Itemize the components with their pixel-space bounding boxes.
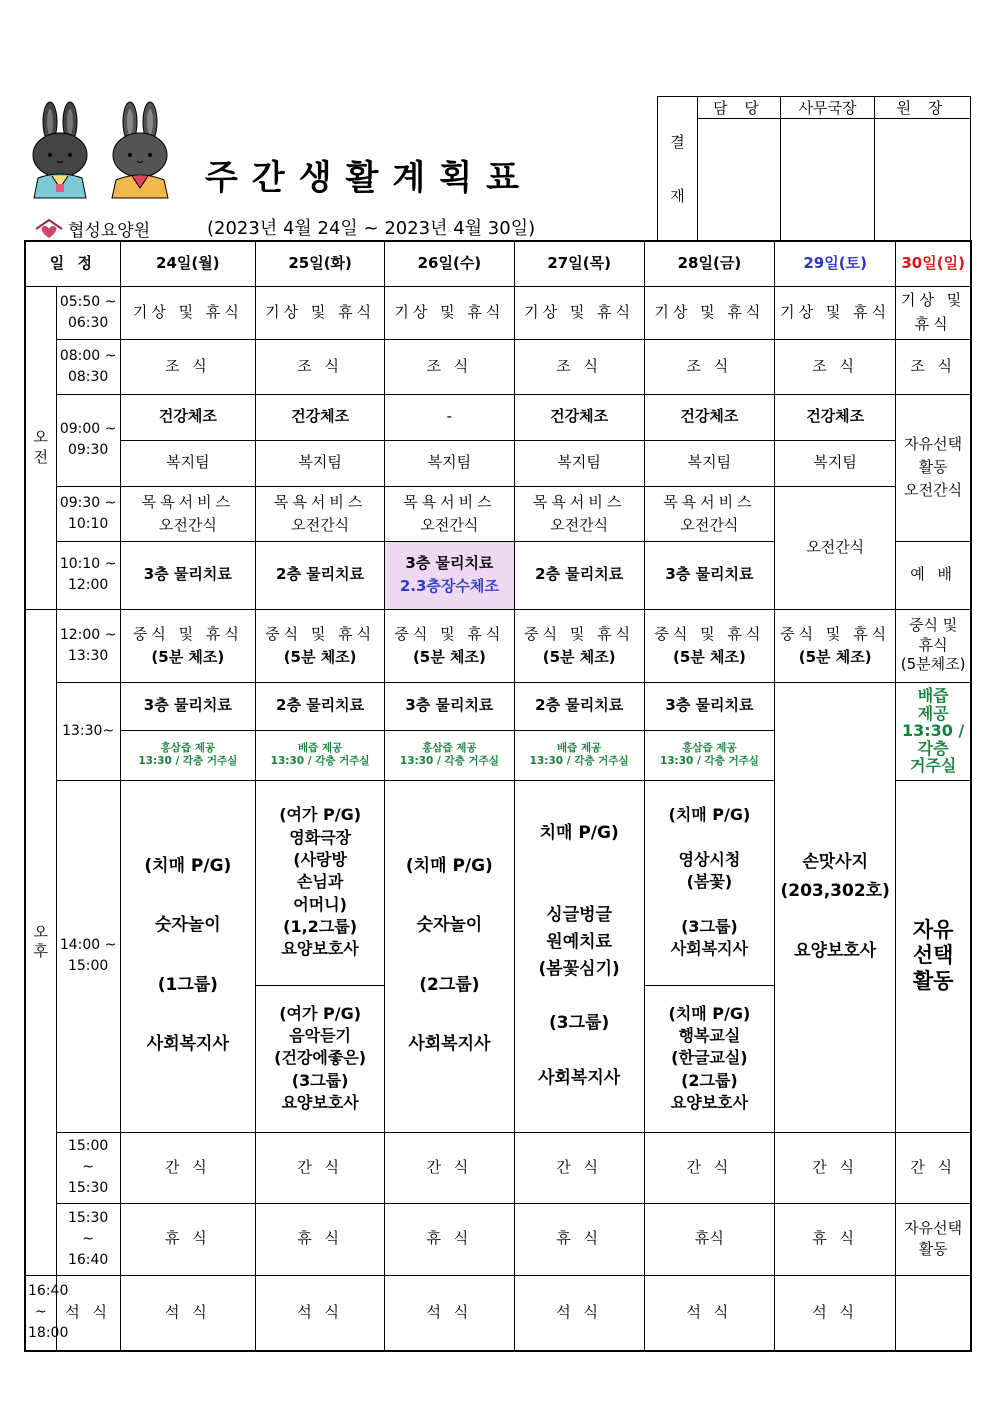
approval-col-manager: 담 당 bbox=[698, 97, 781, 119]
activity-welfare-team: 복지팀 bbox=[514, 440, 644, 486]
schedule-table bbox=[24, 240, 972, 1352]
time-slot: 12:00 ~ 13:30 bbox=[56, 609, 120, 682]
activity-breakfast: 조 식 bbox=[120, 339, 255, 394]
period-am: 오 전 bbox=[25, 286, 56, 609]
row-dinner bbox=[25, 1275, 971, 1351]
activity-welfare-team: 복지팀 bbox=[644, 440, 774, 486]
approval-col-secretary: 사무국장 bbox=[781, 97, 875, 119]
activity-breakfast: 조 식 bbox=[514, 339, 644, 394]
activity-snack: 간 식 bbox=[385, 1132, 514, 1203]
day-thu: 27일(목) bbox=[514, 241, 644, 286]
activity-breakfast: 조 식 bbox=[775, 339, 896, 394]
activity-breakfast: 조 식 bbox=[255, 339, 384, 394]
activity-fri-programs bbox=[644, 780, 774, 1132]
day-sat: 29일(토) bbox=[775, 241, 896, 286]
approval-sign-manager[interactable] bbox=[698, 119, 781, 242]
activity-dinner: 석 식 bbox=[255, 1275, 384, 1351]
time-slot: 13:30~ bbox=[56, 682, 120, 780]
activity-snack: 간 식 bbox=[255, 1132, 384, 1203]
activity-wake: 기상 및 휴식 bbox=[775, 286, 896, 339]
day-wed: 26일(수) bbox=[385, 241, 514, 286]
activity-dinner: 석 식 bbox=[775, 1275, 896, 1351]
activity-dinner: 석 식 bbox=[56, 1275, 120, 1351]
row-bath bbox=[25, 486, 971, 541]
activity-rest: 휴 식 bbox=[775, 1203, 896, 1275]
activity-lunch: 중식 및 휴식 (5분 체조) bbox=[255, 609, 384, 682]
activity-rest: 휴 식 bbox=[514, 1203, 644, 1275]
activity-physio: 3층 물리치료 bbox=[385, 682, 514, 730]
day-tue: 25일(화) bbox=[255, 241, 384, 286]
activity-physio: 2층 물리치료 bbox=[255, 541, 384, 609]
activity-bath: 목욕서비스 오전간식 bbox=[514, 486, 644, 541]
activity-lunch: 중식 및 휴식 (5분 체조) bbox=[644, 609, 774, 682]
activity-welfare-team: 복지팀 bbox=[255, 440, 384, 486]
approval-sign-director[interactable] bbox=[875, 119, 971, 242]
activity-wake: 기상 및 휴식 bbox=[385, 286, 514, 339]
org-name: 협성요양원 bbox=[68, 221, 151, 241]
activity-physio: 2층 물리치료 bbox=[255, 682, 384, 730]
activity-none: - bbox=[385, 394, 514, 440]
activity-juice: 홍삼즙 제공 13:30 / 각층 거주실 bbox=[644, 730, 774, 780]
activity-dinner: 석 식 bbox=[514, 1275, 644, 1351]
activity-physio-exercise: 3층 물리치료 2.3층장수체조 bbox=[385, 541, 514, 609]
activity-exercise: 건강체조 bbox=[775, 394, 896, 440]
row-physio-pm bbox=[25, 682, 971, 730]
activity-bath: 목욕서비스 오전간식 bbox=[385, 486, 514, 541]
activity-rest: 휴식 bbox=[644, 1203, 774, 1275]
activity-juice: 홍삼즙 제공 13:30 / 각층 거주실 bbox=[120, 730, 255, 780]
activity-leisure-program: (여가 P/G) 음악듣기 (건강에좋은) (3그룹) 요양보호사 bbox=[274, 1003, 367, 1113]
activity-physio: 3층 물리치료 bbox=[644, 541, 774, 609]
time-slot: 15:00 ~ 15:30 bbox=[56, 1132, 120, 1203]
activity-physio: 3층 물리치료 bbox=[120, 682, 255, 730]
rabbit-mascot-icon bbox=[110, 100, 172, 200]
approval-box bbox=[657, 96, 971, 242]
activity-physio: 2층 물리치료 bbox=[514, 541, 644, 609]
activity-dementia-program: (치매 P/G) 영상시청 (봄꽃) (3그룹) 사회복지사 bbox=[645, 781, 774, 986]
activity-snack: 간 식 bbox=[775, 1132, 896, 1203]
header-row bbox=[25, 241, 971, 286]
activity-bath: 목욕서비스 오전간식 bbox=[120, 486, 255, 541]
activity-breakfast: 조 식 bbox=[385, 339, 514, 394]
heart-house-icon bbox=[34, 218, 64, 240]
row-exercise bbox=[25, 394, 971, 440]
row-welfare bbox=[25, 440, 971, 486]
activity-exercise: 건강체조 bbox=[514, 394, 644, 440]
activity-wake: 기상 및 휴식 bbox=[120, 286, 255, 339]
activity-breakfast: 조 식 bbox=[896, 339, 971, 394]
approval-col-director: 원 장 bbox=[875, 97, 971, 119]
time-slot: 05:50 ~ 06:30 bbox=[56, 286, 120, 339]
activity-dementia-program: (치매 P/G) 숫자놀이 (2그룹) 사회복지사 bbox=[385, 780, 514, 1132]
row-snack bbox=[25, 1132, 971, 1203]
activity-bath: 목욕서비스 오전간식 bbox=[644, 486, 774, 541]
time-slot: 16:40 ~ 18:00 bbox=[25, 1275, 56, 1351]
activity-worship: 예 배 bbox=[896, 541, 971, 609]
activity-free-choice: 자유 선택 활동 bbox=[896, 780, 971, 1132]
activity-dementia-program: (치매 P/G) 숫자놀이 (1그룹) 사회복지사 bbox=[120, 780, 255, 1132]
activity-wake: 기상 및 휴식 bbox=[514, 286, 644, 339]
page-title: 주간생활계획표 bbox=[205, 158, 533, 198]
row-rest bbox=[25, 1203, 971, 1275]
activity-lunch: 중식 및 휴식 (5분체조) bbox=[896, 609, 971, 682]
activity-snack: 간 식 bbox=[896, 1132, 971, 1203]
period-pm: 오 후 bbox=[25, 609, 56, 1275]
activity-welfare-team: 복지팀 bbox=[775, 440, 896, 486]
org-logo bbox=[34, 216, 150, 241]
activity-lunch: 중식 및 휴식 (5분 체조) bbox=[385, 609, 514, 682]
activity-snack: 간 식 bbox=[644, 1132, 774, 1203]
activity-snack: 간 식 bbox=[514, 1132, 644, 1203]
row-lunch bbox=[25, 609, 971, 682]
day-fri: 28일(금) bbox=[644, 241, 774, 286]
approval-side-label: 결 재 bbox=[658, 97, 698, 242]
activity-exercise: 건강체조 bbox=[255, 394, 384, 440]
activity-wake: 기상 및 휴식 bbox=[896, 286, 971, 339]
activity-physio: 2층 물리치료 bbox=[514, 682, 644, 730]
activity-hand-massage: 손맛사지 (203,302호) 요양보호사 bbox=[775, 682, 896, 1132]
activity-leisure-program: (여가 P/G) 영화극장 (사랑방 손님과 어머니) (1,2그룹) 요양보호사 bbox=[256, 781, 384, 986]
activity-rest: 휴 식 bbox=[255, 1203, 384, 1275]
activity-rest: 휴 식 bbox=[120, 1203, 255, 1275]
day-mon: 24일(월) bbox=[120, 241, 255, 286]
activity-juice: 배즙 제공 13:30 / 각층 거주실 bbox=[514, 730, 644, 780]
activity-dementia-program: (치매 P/G) 행복교실 (한글교실) (2그룹) 요양보호사 bbox=[668, 1003, 751, 1113]
activity-tue-programs bbox=[255, 780, 384, 1132]
time-slot: 15:30 ~ 16:40 bbox=[56, 1203, 120, 1275]
time-slot: 08:00 ~ 08:30 bbox=[56, 339, 120, 394]
activity-exercise: 건강체조 bbox=[644, 394, 774, 440]
approval-sign-secretary[interactable] bbox=[781, 119, 875, 242]
activity-free-choice: 자유선택 활동 bbox=[896, 1203, 971, 1275]
day-sun: 30일(일) bbox=[896, 241, 971, 286]
activity-physio: 3층 물리치료 bbox=[644, 682, 774, 730]
rabbit-mascot-icon bbox=[30, 100, 92, 200]
activity-dementia-program: 치매 P/G) 싱글벙글 원예치료 (봄꽃심기) (3그룹) 사회복지사 bbox=[514, 780, 644, 1132]
activity-dinner: 석 식 bbox=[385, 1275, 514, 1351]
activity-breakfast: 조 식 bbox=[644, 339, 774, 394]
activity-welfare-team: 복지팀 bbox=[385, 440, 514, 486]
activity-juice: 배즙 제공 13:30 / 각층 거주실 bbox=[896, 682, 971, 780]
time-slot: 09:30 ~ 10:10 bbox=[56, 486, 120, 541]
activity-physio: 3층 물리치료 bbox=[120, 541, 255, 609]
time-slot: 14:00 ~ 15:00 bbox=[56, 780, 120, 1132]
row-breakfast bbox=[25, 339, 971, 394]
activity-bath: 목욕서비스 오전간식 bbox=[255, 486, 384, 541]
activity-exercise: 건강체조 bbox=[120, 394, 255, 440]
activity-dinner: 석 식 bbox=[644, 1275, 774, 1351]
activity-free-choice: 자유선택 활동 오전간식 bbox=[896, 394, 971, 541]
activity-snack-am: 오전간식 bbox=[775, 486, 896, 609]
activity-snack: 간 식 bbox=[120, 1132, 255, 1203]
activity-wake: 기상 및 휴식 bbox=[255, 286, 384, 339]
activity-juice: 홍삼즙 제공 13:30 / 각층 거주실 bbox=[385, 730, 514, 780]
row-wake bbox=[25, 286, 971, 339]
schedule-label: 일 정 bbox=[25, 241, 120, 286]
activity-juice: 배즙 제공 13:30 / 각층 거주실 bbox=[255, 730, 384, 780]
time-slot: 09:00 ~ 09:30 bbox=[56, 394, 120, 486]
activity-welfare-team: 복지팀 bbox=[120, 440, 255, 486]
activity-lunch: 중식 및 휴식 (5분 체조) bbox=[775, 609, 896, 682]
activity-dinner: 석 식 bbox=[120, 1275, 255, 1351]
time-slot: 10:10 ~ 12:00 bbox=[56, 541, 120, 609]
activity-lunch: 중식 및 휴식 (5분 체조) bbox=[514, 609, 644, 682]
activity-rest: 휴 식 bbox=[385, 1203, 514, 1275]
date-range: (2023년 4월 24일 ~ 2023년 4월 30일) bbox=[207, 218, 536, 239]
activity-wake: 기상 및 휴식 bbox=[644, 286, 774, 339]
activity-lunch: 중식 및 휴식 (5분 체조) bbox=[120, 609, 255, 682]
